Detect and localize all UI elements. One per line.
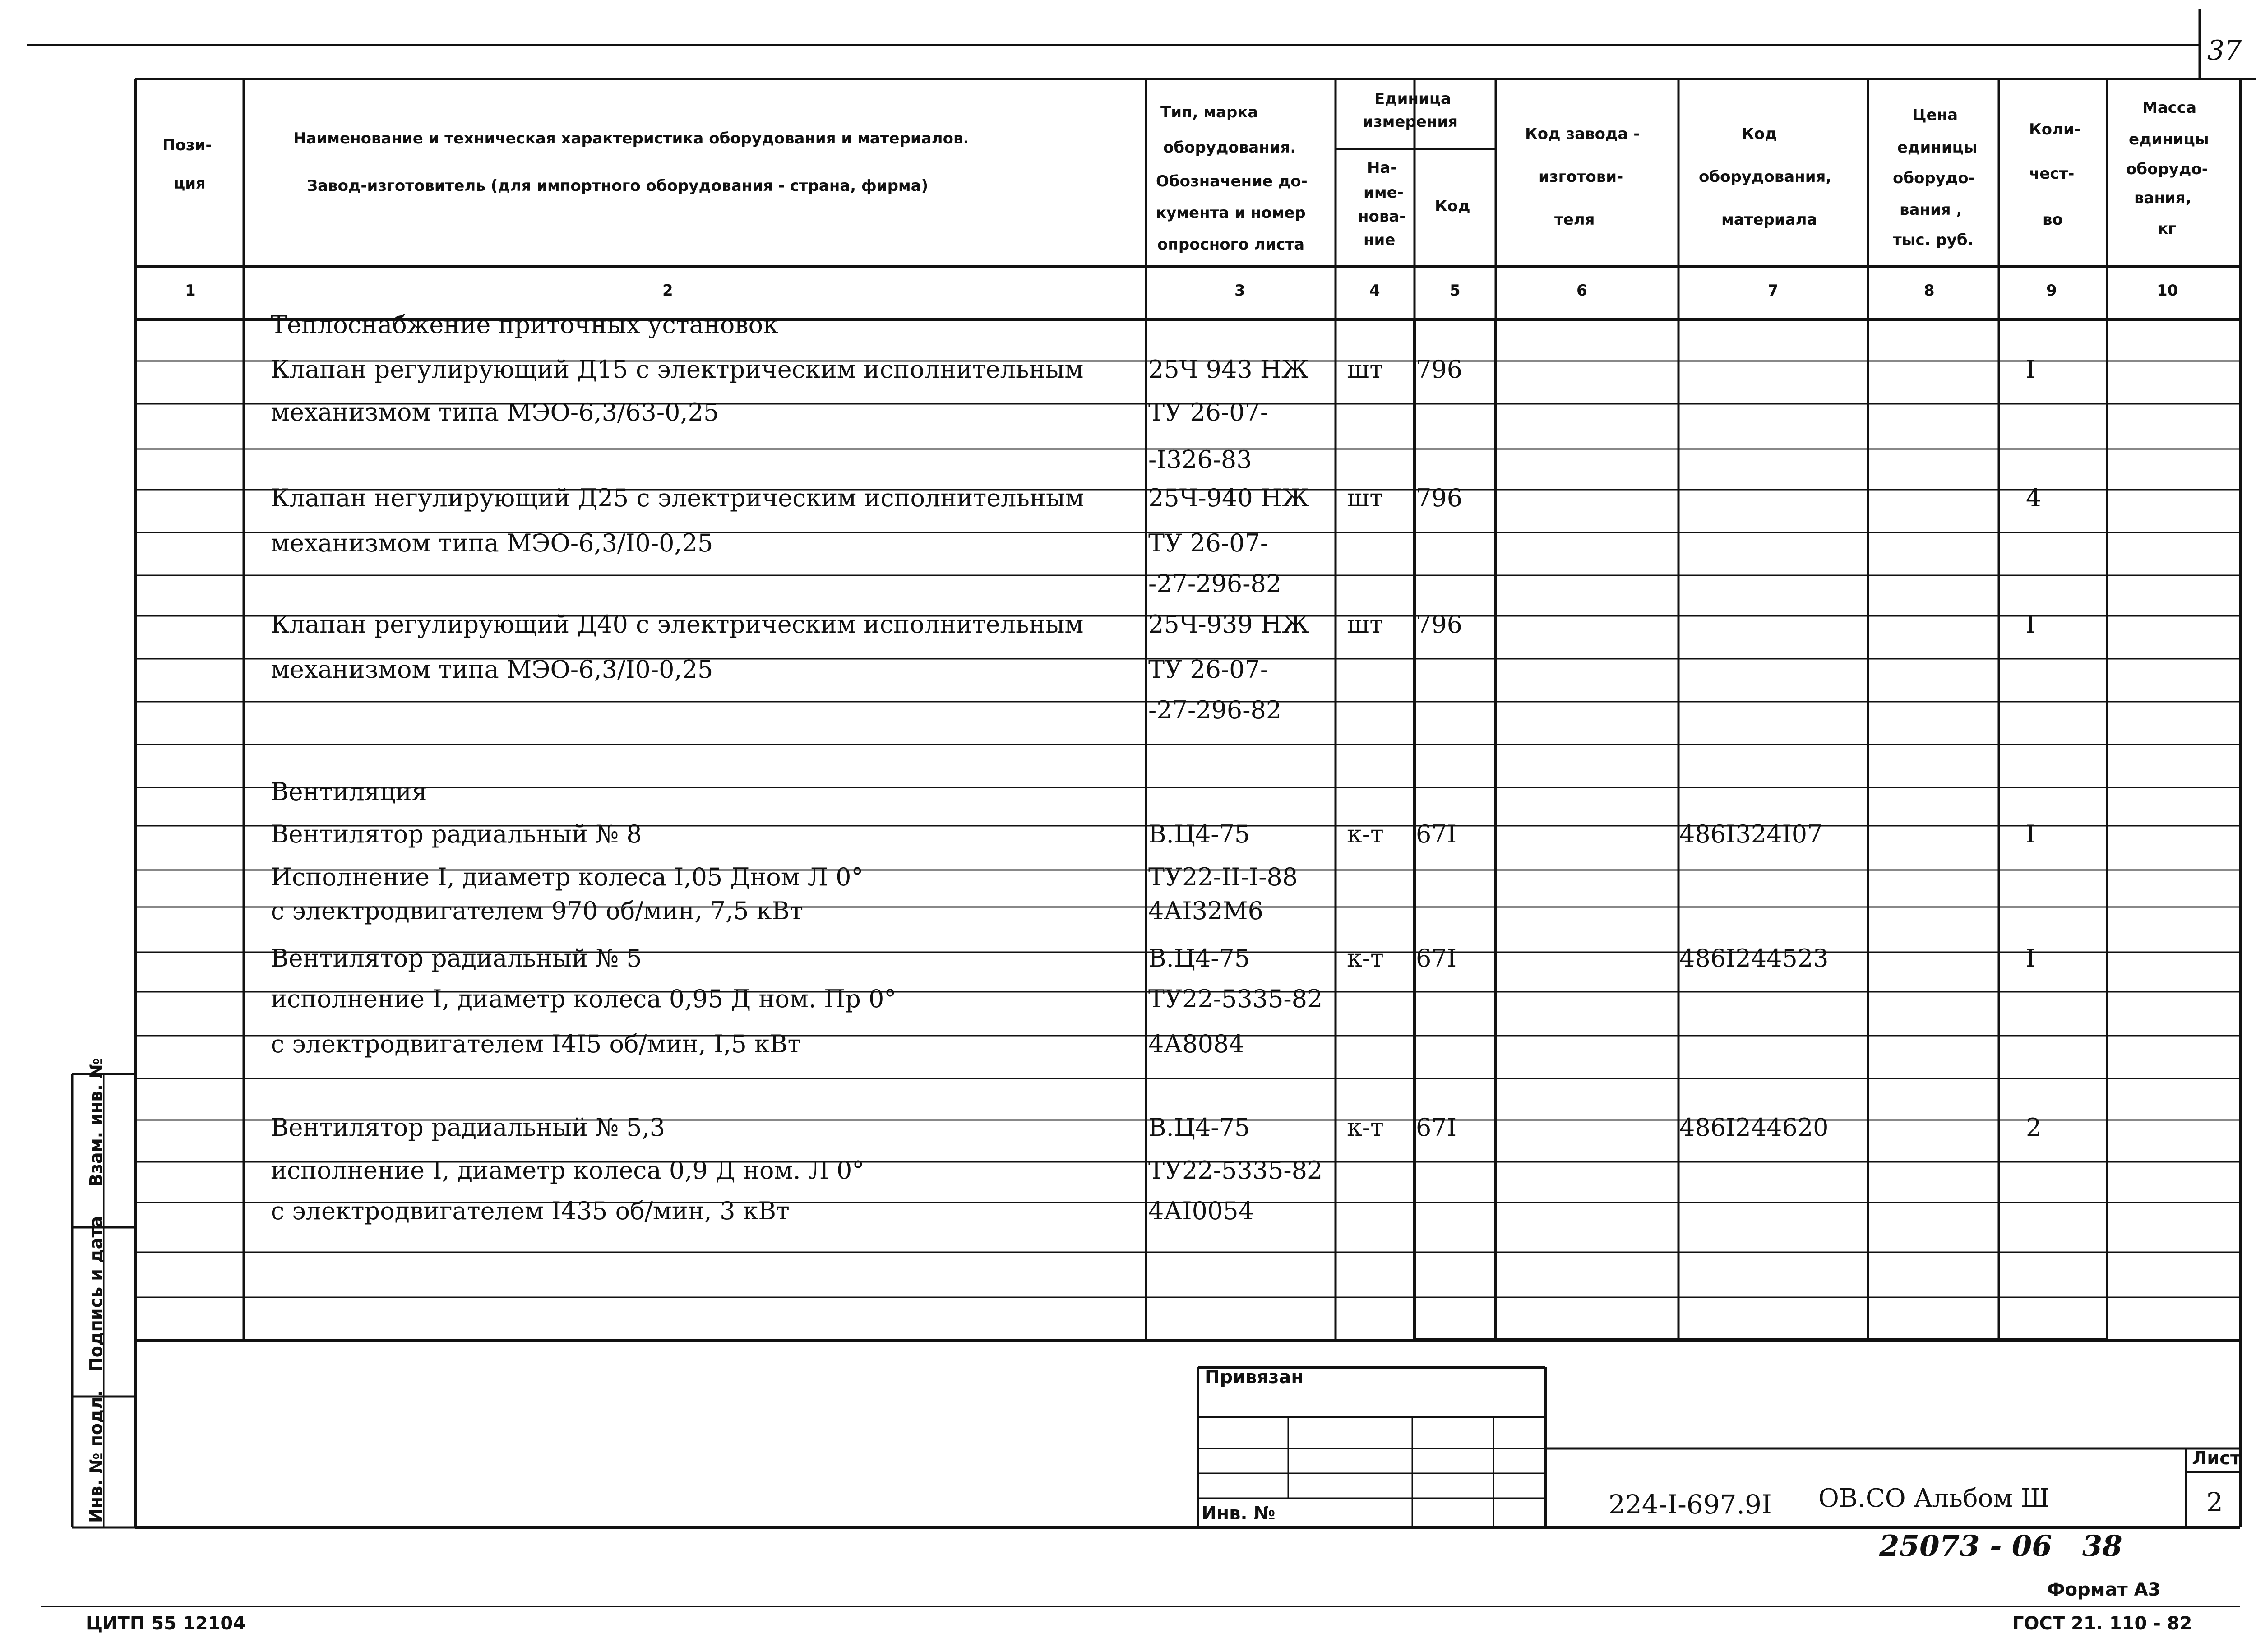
colnum-1: 1: [185, 282, 196, 300]
header-col-7-l3: материала: [1721, 211, 1817, 229]
doc-code: 224-I-697.9I: [1609, 1489, 1772, 1520]
header-col-9-l3: во: [2043, 211, 2063, 229]
cell-type: ТУ 26-07-: [1148, 398, 1269, 426]
header-col-10-l5: кг: [2158, 220, 2176, 238]
cell-name: Вентилятор радиальный № 8: [271, 820, 642, 848]
cell-name: механизмом типа МЭО-6,3/I0-0,25: [271, 529, 713, 557]
header-col-2: Наименование и техническая характеристика оборудования и материалов.: [293, 130, 969, 148]
cell-code: 67I: [1416, 944, 1457, 972]
cell-name: Вентилятор радиальный № 5,3: [271, 1113, 666, 1142]
cell-code: 796: [1416, 484, 1463, 512]
header-col-4-l4: ние: [1364, 231, 1396, 249]
header-col-6-l2: изготови-: [1539, 168, 1623, 186]
header-col-7-l1: Код: [1742, 125, 1777, 143]
cell-type: ТУ 26-07-: [1148, 529, 1269, 557]
cell-name: с электродвигателем 970 об/мин, 7,5 кВт: [271, 897, 804, 925]
doc-suffix: ОВ.СО Альбом Ш: [1818, 1484, 2050, 1513]
footer-gost: ГОСТ 21. 110 - 82: [2012, 1613, 2192, 1634]
header-col-10-l1: Масса: [2142, 99, 2197, 117]
footer-left-code: ЦИТП 55 12104: [86, 1613, 246, 1634]
sheet-label: Лист: [2192, 1448, 2241, 1469]
header-col-1: Пози-: [162, 136, 212, 154]
cell-type: -27-296-82: [1148, 569, 1282, 598]
cell-code: 67I: [1416, 1113, 1457, 1142]
stamp-bound-label: Привязан: [1205, 1367, 1304, 1388]
cell-name: механизмом типа МЭО-6,3/I0-0,25: [271, 655, 713, 684]
cell-type: 25Ч 943 НЖ: [1148, 355, 1309, 384]
cell-name: Исполнение I, диаметр колеса I,05 Дном Л 0°: [271, 863, 864, 891]
cell-name: Клапан регулирующий Д15 с электрическим исполнительным: [271, 355, 1084, 384]
colnum-10: 10: [2157, 282, 2178, 300]
cell-type: 4АI0054: [1148, 1197, 1254, 1225]
header-col-8-l1: Цена: [1912, 106, 1958, 124]
side-label-original-inv: Инв. № подл.: [86, 1390, 106, 1523]
cell-qty: I: [2026, 820, 2036, 848]
colnum-2: 2: [662, 282, 673, 300]
header-col-3-l2: оборудования.: [1163, 139, 1296, 157]
side-label-signature-date: Подпись и дата: [86, 1216, 106, 1372]
cell-type: 4А8084: [1148, 1030, 1244, 1058]
cell-unit: шт: [1347, 484, 1383, 512]
colnum-5: 5: [1450, 282, 1461, 300]
header-col-9-l2: чест-: [2029, 165, 2075, 183]
header-col-4-l3: нова-: [1358, 208, 1406, 226]
cell-name: Клапан регулирующий Д40 с электрическим исполнительным: [271, 610, 1084, 639]
header-col-8-l5: тыс. руб.: [1893, 231, 1974, 249]
cell-name: исполнение I, диаметр колеса 0,9 Д ном. Л 0°: [271, 1156, 864, 1185]
header-col-6-l1: Код завода -: [1525, 125, 1640, 143]
header-col-1b: ция: [174, 175, 206, 193]
cell-qty: I: [2026, 944, 2036, 972]
cell-type: В.Ц4-75: [1148, 944, 1250, 972]
cell-name: Клапан негулирующий Д25 с электрическим исполнительным: [271, 484, 1084, 512]
header-col-4-l1: На-: [1367, 159, 1397, 177]
cell-qty: I: [2026, 355, 2036, 384]
footer-format: Формат А3: [2047, 1579, 2161, 1600]
colnum-8: 8: [1924, 282, 1935, 300]
colnum-4: 4: [1369, 282, 1380, 300]
header-col-10-l3: оборудо-: [2126, 160, 2208, 178]
header-col-9-l1: Коли-: [2029, 120, 2080, 139]
unit-group-header-l2: измерения: [1363, 113, 1458, 131]
cell-name: с электродвигателем I435 об/мин, 3 кВт: [271, 1197, 790, 1225]
cell-type: -27-296-82: [1148, 696, 1282, 724]
header-col-10-l2: единицы: [2129, 130, 2209, 148]
cell-unit: к-т: [1347, 820, 1384, 848]
cell-type: ТУ 26-07-: [1148, 655, 1269, 684]
cell-type: ТУ22-II-I-88: [1148, 863, 1298, 891]
cell-type: -I326-83: [1148, 445, 1252, 474]
header-col-8-l2: единицы: [1897, 139, 1978, 157]
cell-unit: к-т: [1347, 1113, 1384, 1142]
colnum-7: 7: [1768, 282, 1779, 300]
cell-equip-code: 486I244620: [1679, 1113, 1829, 1142]
header-col-7-l2: оборудования,: [1699, 168, 1832, 186]
header-col-3-l3: Обозначение до-: [1156, 172, 1308, 190]
cell-name: Вентиляция: [271, 777, 427, 806]
cell-equip-code: 486I244523: [1679, 944, 1829, 972]
handwritten-archive-number: 25073 - 06 38: [1879, 1529, 2122, 1563]
header-col-6-l3: теля: [1554, 211, 1595, 229]
cell-type: 25Ч-940 НЖ: [1148, 484, 1309, 512]
cell-qty: 4: [2026, 484, 2042, 512]
stamp-inv-label: Инв. №: [1202, 1503, 1276, 1524]
colnum-6: 6: [1576, 282, 1587, 300]
cell-name: Теплоснабжение приточных установок: [271, 310, 778, 339]
header-col-3-l4: кумента и номер: [1156, 204, 1306, 222]
cell-type: ТУ22-5335-82: [1148, 985, 1323, 1013]
cell-type: ТУ22-5335-82: [1148, 1156, 1323, 1185]
header-col-3-l5: опросного листа: [1157, 236, 1305, 254]
header-col-10-l4: вания,: [2134, 189, 2191, 207]
side-label-replaced-inv: Взам. инв. №: [86, 1058, 106, 1187]
header-col-2b: Завод-изготовитель (для импортного оборудования - страна, фирма): [307, 177, 929, 195]
cell-name: исполнение I, диаметр колеса 0,95 Д ном. Пр 0°: [271, 985, 897, 1013]
cell-code: 67I: [1416, 820, 1457, 848]
cell-type: 25Ч-939 НЖ: [1148, 610, 1309, 639]
cell-unit: шт: [1347, 610, 1383, 639]
cell-code: 796: [1416, 355, 1463, 384]
cell-type: 4АI32М6: [1148, 897, 1263, 925]
cell-unit: к-т: [1347, 944, 1384, 972]
header-col-5: Код: [1435, 197, 1470, 215]
header-col-4-l2: име-: [1364, 184, 1404, 202]
cell-qty: 2: [2026, 1113, 2042, 1142]
cell-type: В.Ц4-75: [1148, 820, 1250, 848]
cell-equip-code: 486I324I07: [1679, 820, 1823, 848]
unit-group-header-l1: Единица: [1374, 90, 1451, 108]
header-col-3-l1: Тип, марка: [1160, 103, 1258, 121]
colnum-3: 3: [1234, 282, 1245, 300]
cell-type: В.Ц4-75: [1148, 1113, 1250, 1142]
cell-name: с электродвигателем I4I5 об/мин, I,5 кВт: [271, 1030, 801, 1058]
cell-name: механизмом типа МЭО-6,3/63-0,25: [271, 398, 719, 426]
header-col-8-l4: вания ,: [1900, 201, 1962, 219]
cell-unit: шт: [1347, 355, 1383, 384]
cell-qty: I: [2026, 610, 2036, 639]
sheet-corner-number: 37: [2207, 35, 2242, 66]
sheet-number: 2: [2206, 1487, 2223, 1518]
cell-name: Вентилятор радиальный № 5: [271, 944, 642, 972]
header-col-8-l3: оборудо-: [1893, 169, 1975, 187]
cell-code: 796: [1416, 610, 1463, 639]
colnum-9: 9: [2046, 282, 2057, 300]
